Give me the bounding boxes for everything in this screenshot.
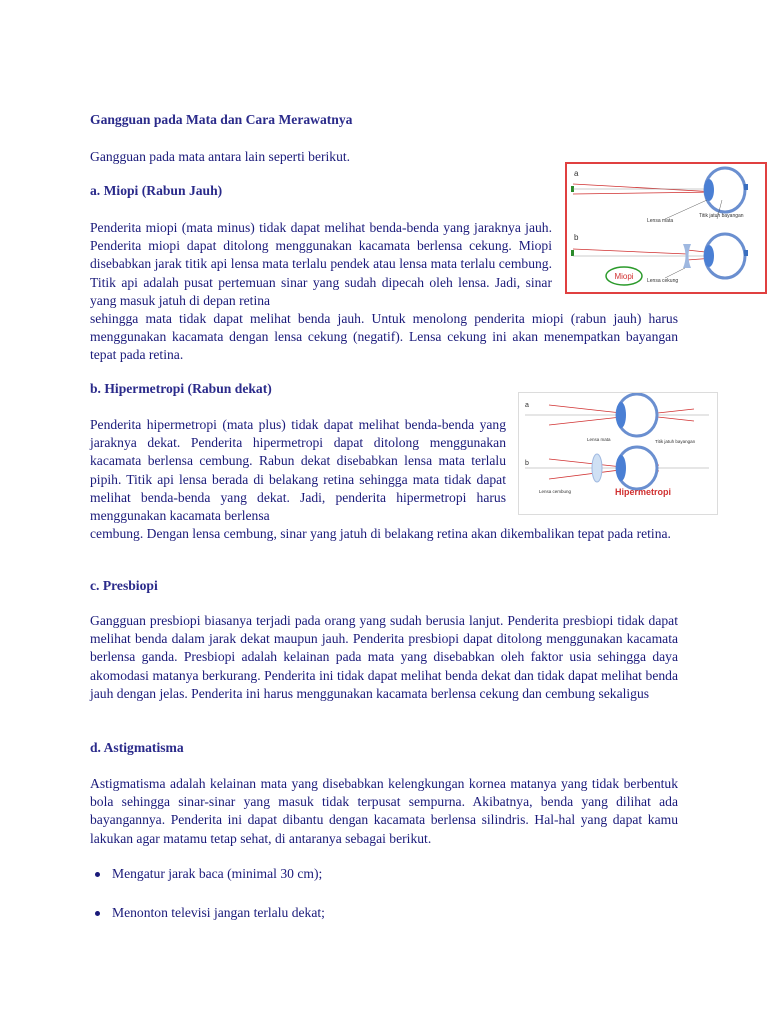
hipermetropi-diagram xyxy=(519,393,717,514)
hiper-caption: Hipermetropi xyxy=(615,487,672,497)
miopi-lensa-mata: Lensa mata xyxy=(647,218,674,224)
hipermetropi-figure xyxy=(518,392,718,515)
miopi-body-part2: sehingga mata tidak dapat melihat benda jauh. Untuk menolong penderita miopi (rabun jauh) harus menggunakan kacamata dengan lensa cekung (negatif). Lensa cekung ini akan menempatkan bayangan tepat pada retina. xyxy=(90,311,678,363)
eye-lens-icon xyxy=(616,455,626,481)
miopi-titik-jatuh: Titik jatuh bayangan xyxy=(699,213,744,219)
page-title: Gangguan pada Mata dan Cara Merawatnya xyxy=(90,112,353,127)
astigmatisma-body: Astigmatisma adalah kelainan mata yang disebabkan kelengkungan kornea matanya yang tidak berbentuk bola sehingga sinar-sinar yang masuk tidak terpusat sempurna. Akibatnya, benda yang dilihat ada bayangannya. Penderita ini dapat dibantu dengan kacamata berlensa silindris. Hal-hal yang dapat kamu lakukan agar matamu tetap sehat, di antaranya sebagai berikut. xyxy=(90,776,678,846)
miopi-diagram xyxy=(567,164,765,292)
heading-astigmatisma: d. Astigmatisma xyxy=(90,740,184,755)
heading-presbiopi: c. Presbiopi xyxy=(90,578,158,593)
object-arrow-icon xyxy=(571,250,574,256)
ray-line xyxy=(573,249,687,254)
intro-paragraph: Gangguan pada mata antara lain seperti berikut. xyxy=(90,149,351,164)
hiper-label-a: a xyxy=(525,402,529,409)
hiper-lensa-cembung: Lensa cembung xyxy=(539,489,572,494)
tip-item: Mengatur jarak baca (minimal 30 cm); xyxy=(112,866,323,881)
ray-line xyxy=(573,184,717,192)
miopi-label-b: b xyxy=(574,233,579,242)
optic-nerve-icon xyxy=(744,250,748,256)
convex-lens-icon xyxy=(592,454,602,482)
miopi-label-a: a xyxy=(574,169,579,178)
hipermetropi-body-bottom xyxy=(90,525,678,543)
optic-nerve-icon xyxy=(744,184,748,190)
presbiopi-body: Gangguan presbiopi biasanya terjadi pada orang yang sudah berusia lanjut. Penderita presbiopi tidak dapat melihat benda dalam jarak dekat maupun jauh. Penderita presbiopi dapat ditolong menggunakan kacamata berlensa ganda. Presbiopi adalah kelainan pada mata yang disebabkan oleh faktor usia sehingga daya akomodasi matanya berkurang. Penderita ini tidak dapat melihat benda dekat dan tidak dapat melihat benda jauh dengan jelas. Penderita ini harus menggunakan kacamata berlensa cekung dan cembung sekaligus xyxy=(90,613,678,701)
hiper-label-b: b xyxy=(525,460,529,467)
heading-hipermetropi: b. Hipermetropi (Rabun dekat) xyxy=(90,381,272,396)
hipermetropi-body-top xyxy=(90,416,506,525)
miopi-caption: Miopi xyxy=(614,272,634,281)
eye-lens-icon xyxy=(704,179,714,201)
hiper-lensa-mata: Lensa mata xyxy=(587,437,611,442)
miopi-lensa-cekung: Lensa cekung xyxy=(647,278,679,284)
miopi-body-top xyxy=(90,219,552,310)
eye-lens-icon xyxy=(616,402,626,428)
miopi-figure xyxy=(565,162,767,294)
eye-lens-icon xyxy=(704,245,714,267)
ray-line xyxy=(573,192,717,194)
miopi-body-part1: Penderita miopi (mata minus) tidak dapat melihat benda-benda yang jaraknya jauh. Penderita miopi dapat ditolong menggunakan kacamata berlensa cekung. Miopi disebabkan jarak titik api lensa mata terlalu pendek atau lensa mata terlalu cembung. Titik api adalah pusat pertemuan sinar yang sudah dipecah oleh lensa. Jadi, sinar yang masuk jatuh di depan retina xyxy=(90,220,552,308)
hiper-titik-jatuh: Titik jatuh bayangan xyxy=(655,439,696,444)
miopi-body-bottom xyxy=(90,310,678,365)
heading-miopi: a. Miopi (Rabun Jauh) xyxy=(90,183,223,198)
tip-item: Menonton televisi jangan terlalu dekat; xyxy=(112,905,325,920)
hipermetropi-body-part1: Penderita hipermetropi (mata plus) tidak dapat melihat benda-benda yang jaraknya dekat. Penderita hipermetropi dapat ditolong menggunakan kacamata berlensa cembung. Rabun dekat disebabkan lensa mata terlalu pipih. Titik api lensa berada di belakang retina sehingga mata tidak dapat melihat benda-benda yang dekat. Jadi, penderita hipermetropi harus menggunakan kacamata berlensa xyxy=(90,417,506,524)
hipermetropi-body-part2: cembung. Dengan lensa cembung, sinar yang jatuh di belakang retina akan dikembalikan tepat pada retina. xyxy=(90,526,671,541)
